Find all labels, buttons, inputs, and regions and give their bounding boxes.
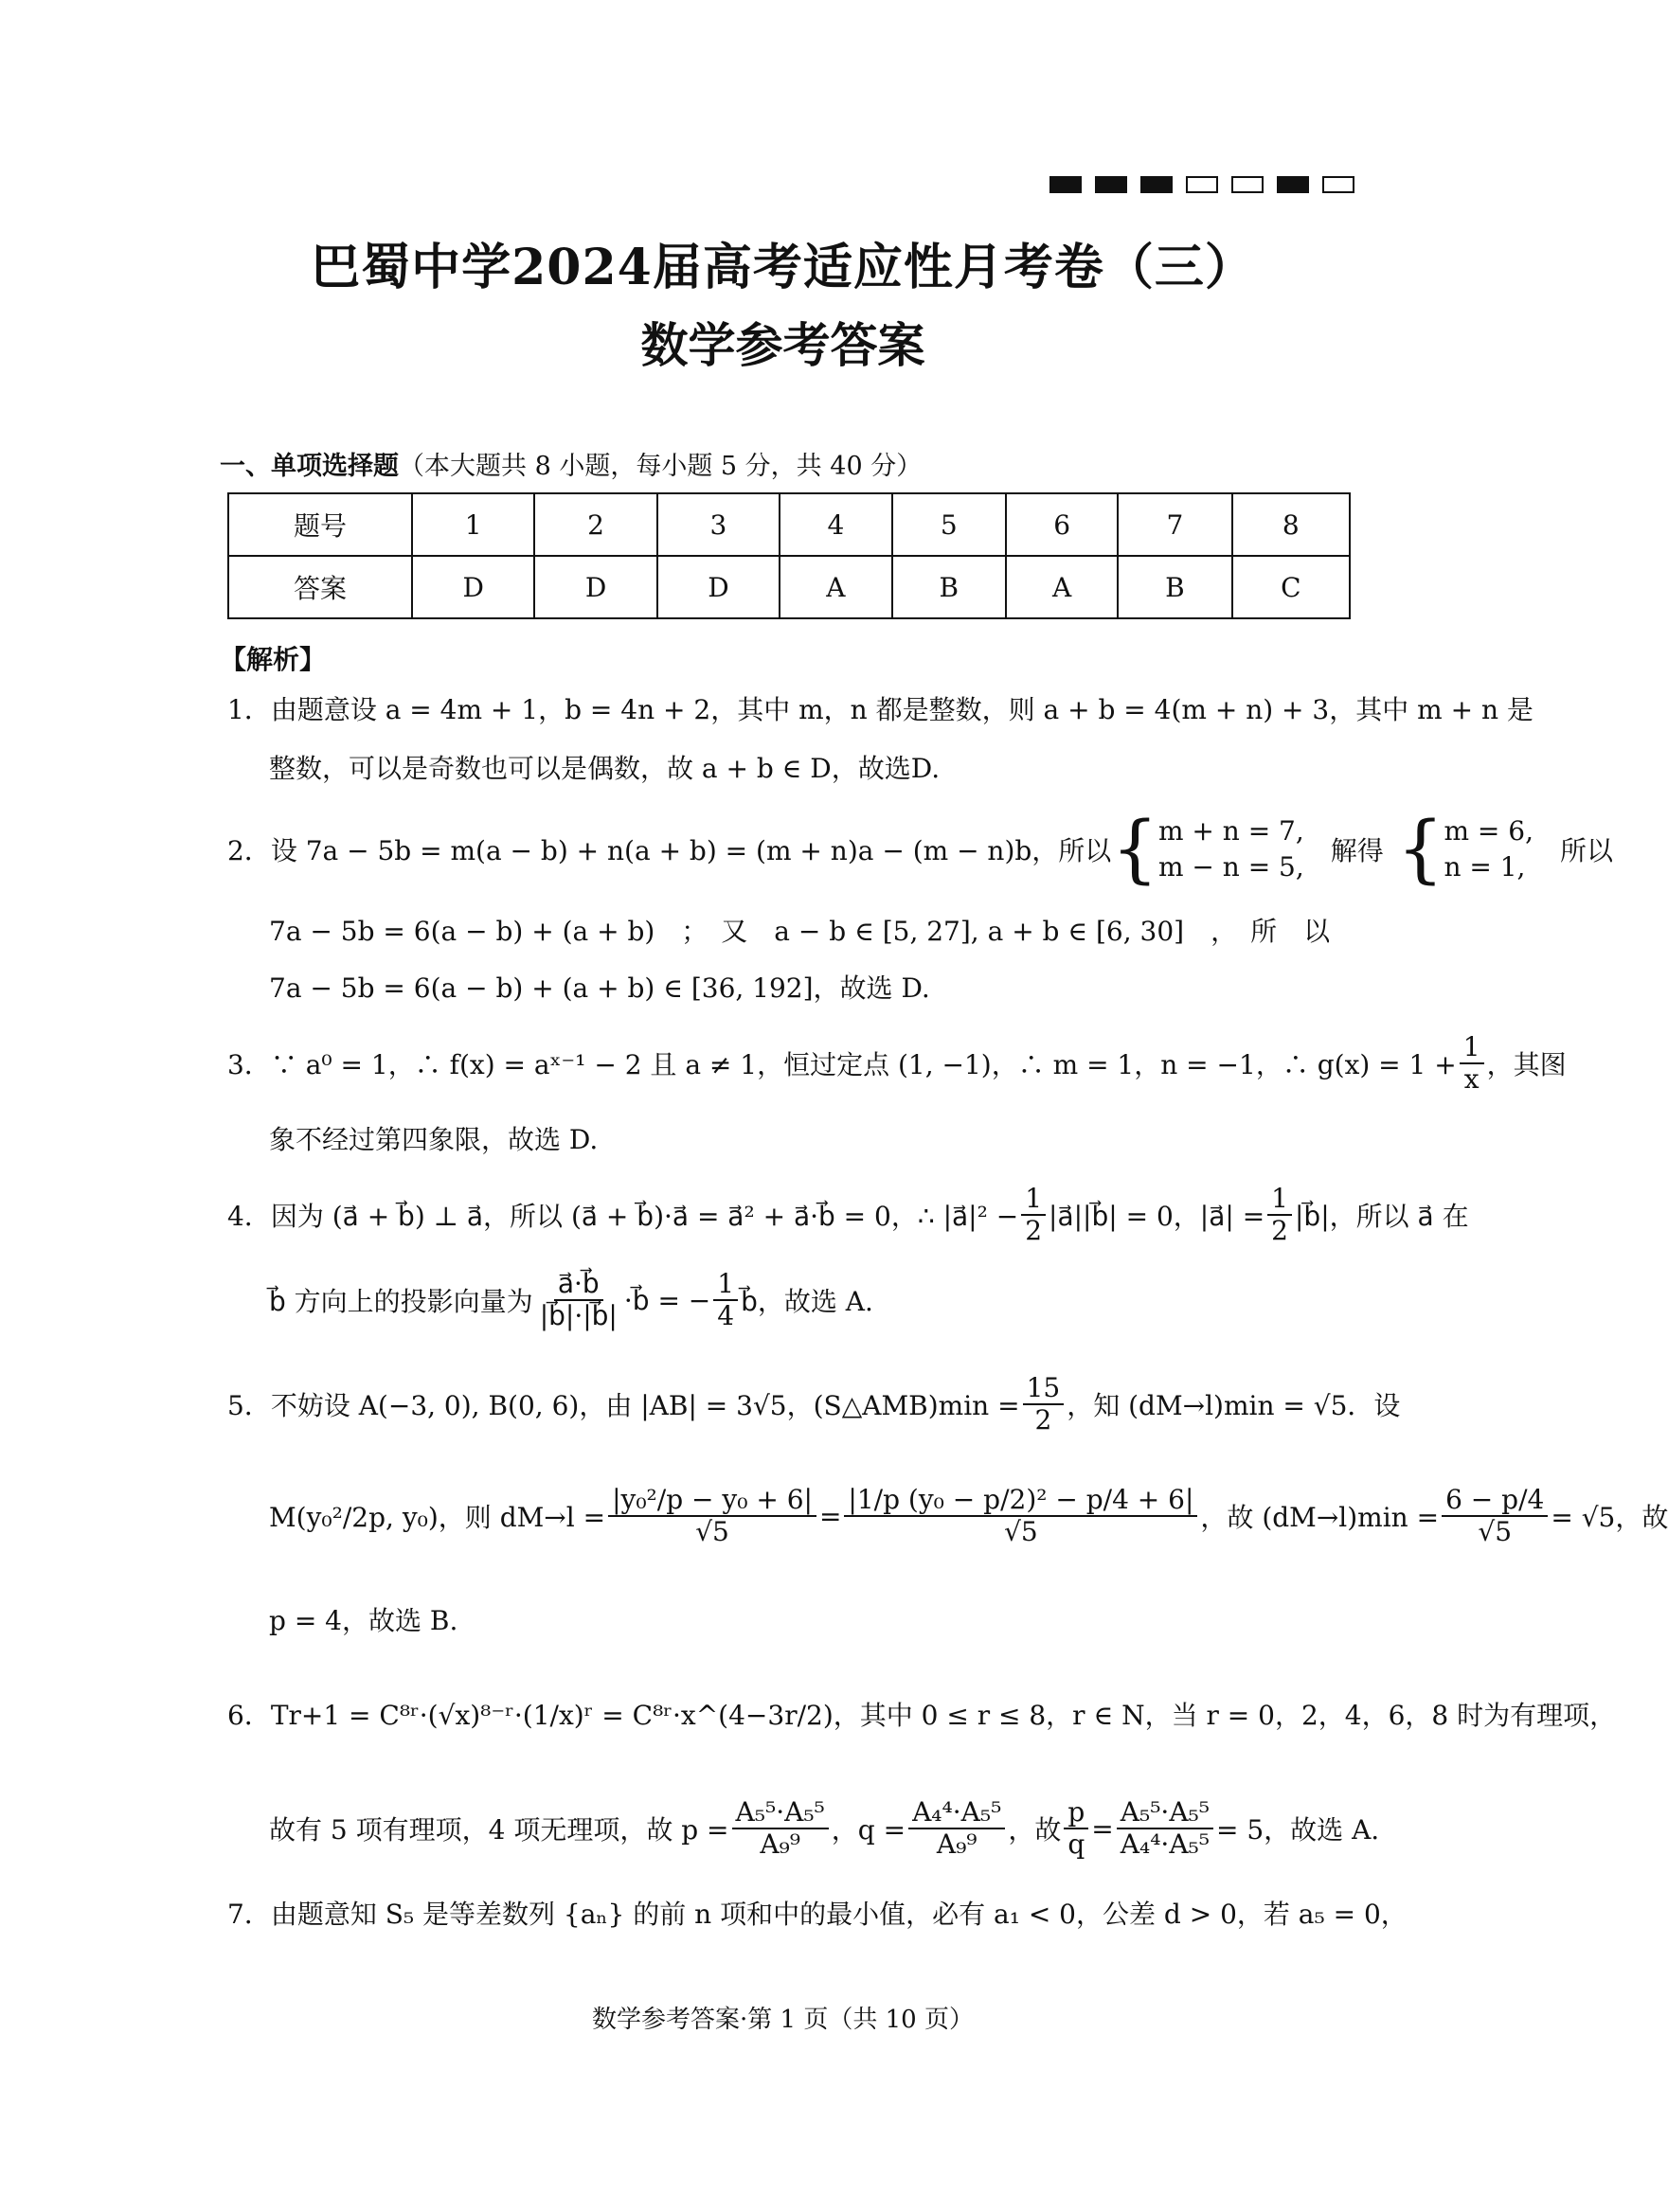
empty-square-icon <box>1186 176 1218 193</box>
solution-3-line-1 <box>227 1032 1567 1095</box>
empty-square-icon <box>1322 176 1354 193</box>
table-cell: 3 <box>657 493 780 556</box>
filled-square-icon <box>1095 176 1127 193</box>
table-cell: D <box>534 556 656 618</box>
table-row <box>228 493 1350 556</box>
empty-square-icon <box>1231 176 1264 193</box>
table-header-cell: 题号 <box>228 493 412 556</box>
numerator: A₄⁴·A₅⁵ <box>908 1797 1005 1829</box>
page-title: 巴蜀中学2024届高考适应性月考卷（三） <box>311 239 1255 296</box>
equation: m − n = 5, <box>1157 851 1304 883</box>
solution-4-line-2 <box>269 1269 873 1331</box>
table-cell: 8 <box>1232 493 1350 556</box>
denominator: 2 <box>1034 1404 1052 1436</box>
page-footer: 数学参考答案·第 1 页（共 10 页） <box>592 2006 974 2034</box>
solution-6-text: 故有 5 项有理项，4 项无理项，故 p = <box>269 1814 729 1846</box>
table-cell: D <box>657 556 780 618</box>
solution-6-text: ，故 <box>1008 1814 1062 1846</box>
section-title: 一、单项选择题 <box>220 452 399 481</box>
solution-2-line-1 <box>227 807 1613 892</box>
solution-3-line-2: 象不经过第四象限，故选 D. <box>269 1124 599 1155</box>
table-cell: 5 <box>892 493 1006 556</box>
solution-2-text: 2．设 7a − 5b = m(a − b) + n(a + b) = (m + n)a − (m − n)b，所以 <box>227 835 1112 866</box>
table-header-cell: 答案 <box>228 556 412 618</box>
denominator: √5 <box>1004 1516 1038 1547</box>
table-cell: 6 <box>1006 493 1119 556</box>
table-cell: A <box>1006 556 1119 618</box>
fraction <box>1442 1485 1548 1547</box>
denominator: |b⃗|·|b⃗| <box>539 1300 618 1331</box>
numerator: a⃗·b⃗ <box>554 1269 603 1301</box>
filled-square-icon <box>1140 176 1173 193</box>
fraction <box>844 1485 1197 1547</box>
solution-1-line-1: 1．由题意设 a = 4m + 1，b = 4n + 2，其中 m，n 都是整数，则 a + b = 4(m + n) + 3，其中 m + n 是 <box>227 694 1533 725</box>
numerator: p <box>1064 1797 1088 1829</box>
fraction <box>536 1269 621 1331</box>
table-row <box>228 556 1350 618</box>
filled-square-icon <box>1049 176 1082 193</box>
denominator: A₄⁴·A₅⁵ <box>1120 1828 1210 1860</box>
solution-5-text: ，知 (dM→l)min = √5．设 <box>1067 1390 1401 1421</box>
numerator: 1 <box>1021 1184 1046 1216</box>
fraction <box>1023 1373 1065 1436</box>
equation-system <box>1158 813 1304 885</box>
solution-7-line-1: 7．由题意知 S₅ 是等差数列 {aₙ} 的前 n 项和中的最小值，必有 a₁ < 0，公差 d > 0，若 a₅ = 0， <box>227 1899 1408 1930</box>
solution-3-text: ，其图 <box>1486 1049 1567 1080</box>
numerator: |1/p (y₀ − p/2)² − p/4 + 6| <box>844 1485 1197 1517</box>
solution-4-text: |b⃗|，所以 a⃗ 在 <box>1295 1201 1469 1232</box>
solution-4-text: ·b⃗ = − <box>623 1284 711 1316</box>
filled-square-icon <box>1277 176 1309 193</box>
numerator: 15 <box>1023 1373 1065 1405</box>
numerator: |y₀²/p − y₀ + 6| <box>608 1485 816 1517</box>
solution-5-text: ，故 (dM→l)min = <box>1200 1502 1440 1533</box>
solution-3-text: 3．∵ a⁰ = 1，∴ f(x) = aˣ⁻¹ − 2 且 a ≠ 1，恒过定点 (1, −1)，∴ m = 1，n = −1，∴ g(x) = 1 + <box>227 1049 1457 1080</box>
left-brace-icon: { <box>1111 807 1158 892</box>
table-cell: B <box>892 556 1006 618</box>
corner-marks <box>1049 176 1354 193</box>
solution-5-text: 5．不妨设 A(−3, 0), B(0, 6)，由 |AB| = 3√5，(S△AMB)min = <box>227 1390 1020 1421</box>
numerator: 1 <box>1460 1032 1484 1064</box>
table-cell: 2 <box>534 493 656 556</box>
solution-2-line-2: 7a − 5b = 6(a − b) + (a + b) ； 又 a − b ∈ [5, 27], a + b ∈ [6, 30] ， 所 以 <box>269 916 1331 947</box>
solution-4-text: 4．因为 (a⃗ + b⃗) ⊥ a⃗，所以 (a⃗ + b⃗)·a⃗ = a⃗² + a⃗·b⃗ = 0，∴ |a⃗|² − <box>227 1201 1019 1232</box>
solution-4-text: b⃗ 方向上的投影向量为 <box>269 1286 533 1317</box>
numerator: 1 <box>713 1269 738 1301</box>
equals-sign: = <box>818 1500 842 1532</box>
equation: m = 6, <box>1444 815 1533 847</box>
denominator: 2 <box>1271 1215 1288 1246</box>
numerator: 6 − p/4 <box>1442 1485 1548 1517</box>
answer-table <box>227 492 1351 619</box>
fraction <box>1117 1797 1213 1860</box>
solution-1-line-2: 整数，可以是奇数也可以是偶数，故 a + b ∈ D，故选D. <box>269 753 941 784</box>
fraction <box>608 1485 816 1547</box>
denominator: A₉⁹ <box>760 1828 800 1860</box>
denominator: A₉⁹ <box>936 1828 977 1860</box>
equation-system <box>1444 813 1533 885</box>
fraction <box>1021 1184 1046 1246</box>
fraction <box>732 1797 829 1860</box>
numerator: 1 <box>1267 1184 1292 1216</box>
equation: n = 1, <box>1444 851 1526 883</box>
solution-6-line-2 <box>269 1797 1379 1860</box>
table-cell: D <box>412 556 534 618</box>
page-subtitle: 数学参考答案 <box>640 317 925 373</box>
solution-2-text: 解得 <box>1330 835 1384 866</box>
table-cell: B <box>1118 556 1231 618</box>
denominator: √5 <box>1478 1516 1513 1547</box>
solution-5-text: = √5，故 <box>1551 1502 1668 1533</box>
denominator: 4 <box>717 1300 735 1331</box>
fraction <box>1064 1797 1088 1860</box>
numerator: A₅⁵·A₅⁵ <box>1117 1797 1213 1829</box>
equation: m + n = 7, <box>1157 815 1304 847</box>
solution-4-text: b⃗，故选 A. <box>741 1286 873 1317</box>
numerator: A₅⁵·A₅⁵ <box>732 1797 829 1829</box>
solution-5-line-2 <box>269 1485 1668 1547</box>
solution-4-text: |a⃗||b⃗| = 0，|a⃗| = <box>1049 1201 1265 1232</box>
analysis-label: 【解析】 <box>220 644 327 675</box>
fraction <box>1460 1032 1484 1095</box>
solution-6-text: ，q = <box>831 1814 906 1846</box>
fraction <box>713 1269 738 1331</box>
solution-2-text: 所以 <box>1559 835 1613 866</box>
table-cell: C <box>1232 556 1350 618</box>
section-note: （本大题共 8 小题，每小题 5 分，共 40 分） <box>399 452 923 481</box>
fraction <box>1267 1184 1292 1246</box>
section-heading <box>220 445 922 482</box>
table-cell: 7 <box>1118 493 1231 556</box>
solution-2-line-3: 7a − 5b = 6(a − b) + (a + b) ∈ [36, 192]，故选 D. <box>269 972 930 1004</box>
solution-5-line-1 <box>227 1373 1400 1436</box>
solution-4-line-1 <box>227 1184 1469 1246</box>
solution-6-text: = <box>1091 1812 1114 1845</box>
denominator: x <box>1463 1063 1480 1095</box>
fraction <box>908 1797 1005 1860</box>
left-brace-icon: { <box>1396 807 1444 892</box>
solution-6-text: = 5，故选 A. <box>1216 1814 1380 1846</box>
denominator: √5 <box>695 1516 729 1547</box>
denominator: 2 <box>1025 1215 1043 1246</box>
solution-5-line-3: p = 4，故选 B. <box>269 1605 458 1636</box>
table-cell: A <box>780 556 892 618</box>
table-cell: 1 <box>412 493 534 556</box>
table-cell: 4 <box>780 493 892 556</box>
solution-5-text: M(y₀²/2p, y₀)，则 dM→l = <box>269 1502 606 1533</box>
denominator: q <box>1067 1828 1085 1860</box>
solution-6-line-1: 6．Tr+1 = C⁸ʳ·(√x)⁸⁻ʳ·(1/x)ʳ = C⁸ʳ·x^(4−3r/2)，其中 0 ≤ r ≤ 8，r ∈ N，当 r = 0，2，4，6，8 时为有理项， <box>227 1700 1617 1731</box>
